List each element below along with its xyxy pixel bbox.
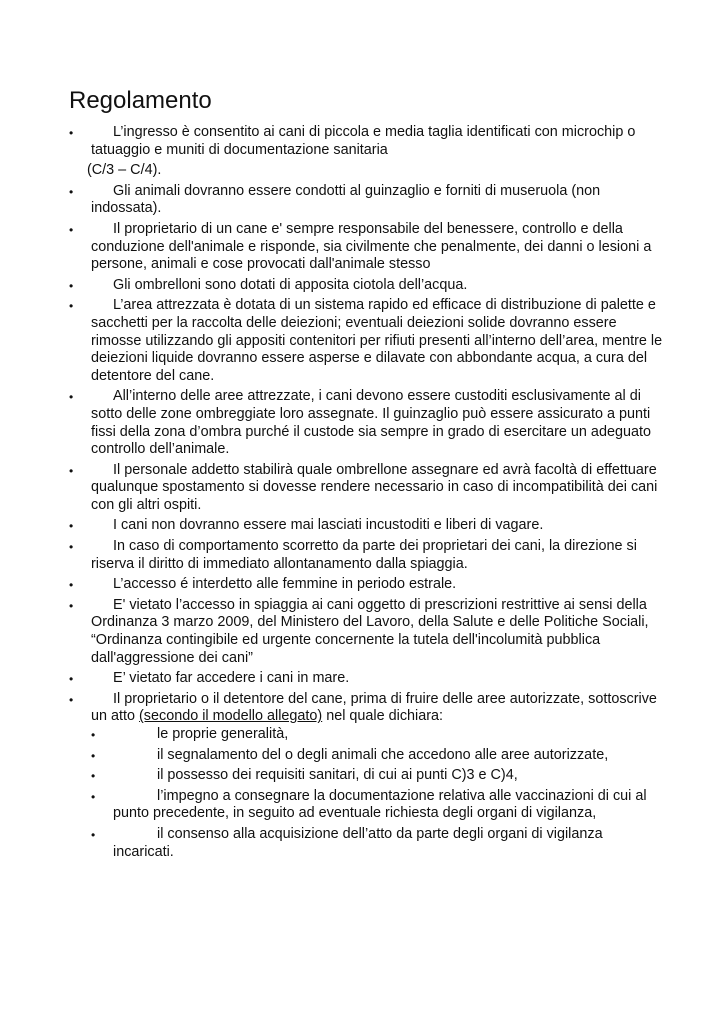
- rule-text: Il proprietario o il detentore del cane, prima di fruire delle aree autorizzate, sottoscrive un atto: [91, 690, 657, 725]
- rule-text: All’interno delle aree attrezzate, i cani devono essere custoditi esclusivamente al di sotto delle zone ombreggiate loro assegnate. Il guinzaglio può essere assicurato a punti fissi della zona d’ombra purché il custode sia sempre in grado di esercitare un adeguato controllo dell’animale.: [91, 388, 651, 458]
- rule-item: [69, 670, 665, 688]
- rule-text: I cani non dovranno essere mai lasciati incustoditi e liberi di vagare.: [113, 517, 544, 534]
- rule-item: [69, 297, 665, 385]
- rule-text: Il proprietario di un cane e' sempre responsabile del benessere, controllo e della conduzione dell'animale e risponde, sia civilmente che penalmente, dei danni o lesioni a persone, animali e cose provocati dall'animale stesso: [91, 220, 652, 273]
- rule-text: E’ vietato far accedere i cani in mare.: [113, 670, 350, 687]
- rule-item-declaration: [69, 691, 665, 861]
- rule-item: [69, 183, 665, 218]
- rule-text: L’accesso é interdetto alle femmine in periodo estrale.: [113, 576, 457, 593]
- rule-item: [69, 517, 665, 535]
- rule-text: L’ingresso è consentito ai cani di piccola e media taglia identificati con microchip o tatuaggio e muniti di documentazione sanitaria: [91, 124, 636, 158]
- declaration-sublist: [91, 726, 665, 861]
- declaration-text: il consenso alla acquisizione dell’atto da parte degli organi di vigilanza incaricati.: [113, 825, 603, 860]
- declaration-item: [91, 788, 665, 823]
- rule-item: [69, 388, 665, 458]
- declaration-text: il possesso dei requisiti sanitari, di cui ai punti C)3 e C)4,: [157, 767, 518, 784]
- rule-item: [69, 277, 665, 295]
- declaration-item: [91, 747, 665, 765]
- declaration-item: [91, 767, 665, 785]
- rule-extra-text: (C/3 – C/4).: [87, 162, 162, 179]
- rule-text: Gli ombrelloni sono dotati di apposita ciotola dell’acqua.: [113, 276, 468, 293]
- rule-text: Gli animali dovranno essere condotti al guinzaglio e forniti di museruola (non indossata).: [91, 182, 601, 217]
- declaration-text: l’impegno a consegnare la documentazione relativa alle vaccinazioni di cui al punto precedente, in seguito ad eventuale richiesta degli organi di vigilanza,: [113, 787, 647, 822]
- declaration-item: [91, 726, 665, 744]
- declaration-item: [91, 826, 665, 861]
- rule-item: [69, 221, 665, 274]
- rule-item: [69, 576, 665, 594]
- rule-item: [69, 462, 665, 515]
- rule-item: [69, 124, 665, 180]
- page-title: Regolamento: [69, 87, 212, 114]
- rule-text: Il personale addetto stabilirà quale ombrellone assegnare ed avrà facoltà di effettuare qualunque spostamento si dovesse rendere necessario in caso di incompatibilità dei cani con gli altri ospiti.: [91, 461, 658, 513]
- rule-text: In caso di comportamento scorretto da parte dei proprietari dei cani, la direzione si riserva il diritto di immediato allontanamento dalla spiaggia.: [91, 538, 637, 572]
- rule-item: [69, 538, 665, 573]
- model-reference-link[interactable]: (secondo il modello allegato): [139, 708, 323, 725]
- declaration-text: il segnalamento del o degli animali che accedono alle aree autorizzate,: [157, 746, 609, 763]
- rule-item: [69, 597, 665, 667]
- rule-text: E' vietato l’accesso in spiaggia ai cani oggetto di prescrizioni restrittive ai sensi della Ordinanza 3 marzo 2009, del Ministero del Lavoro, della Salute e delle Politiche Sociali, “Ordinanza contingibile ed urgente concernente la tutela dell'incolumità pubblica dall'aggressione dei cani”: [91, 596, 649, 666]
- rule-text: L’area attrezzata è dotata di un sistema rapido ed efficace di distribuzione di palette e sacchetti per la raccolta delle deiezioni; eventuali deiezioni solide dovranno essere rimosse utilizzando gli appositi contenitori per rifiuti presenti all’interno dell’area, mentre le deiezioni liquide dovranno essere asperse e dilavate con abbondante acqua, a cura del detentore del cane.: [91, 297, 663, 384]
- declaration-text: le proprie generalità,: [157, 726, 289, 742]
- rule-text-after: nel quale dichiara:: [322, 708, 444, 725]
- rules-list: [69, 124, 665, 861]
